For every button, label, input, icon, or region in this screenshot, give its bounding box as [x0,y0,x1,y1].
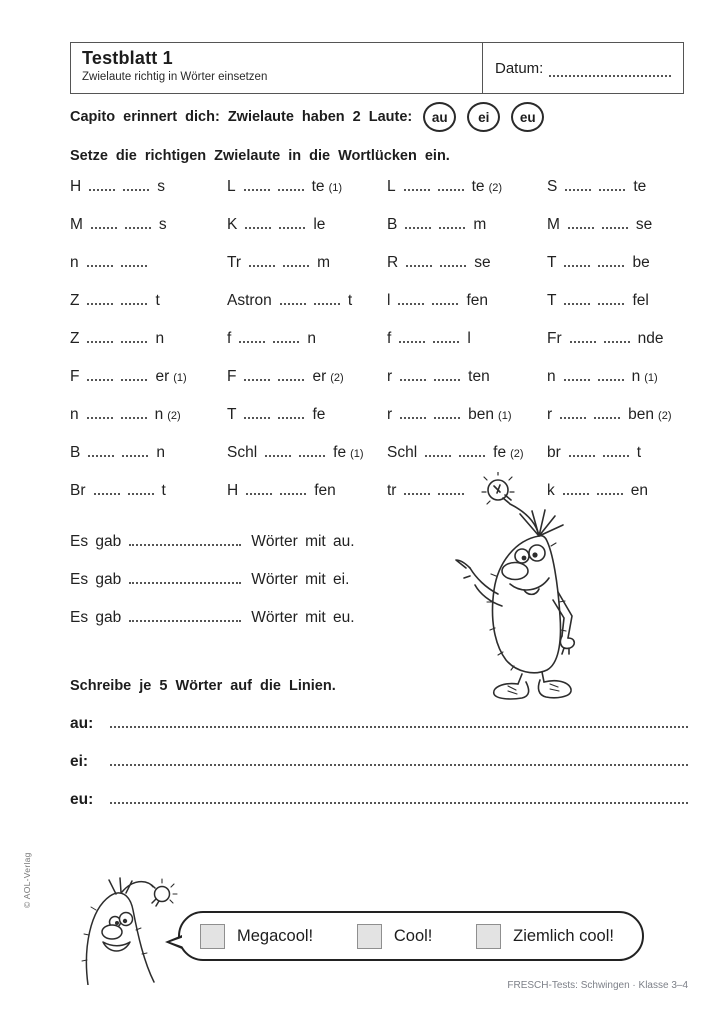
word-item [70,254,227,292]
word-column-2 [227,178,387,520]
diphthong-blank[interactable] [128,491,154,495]
word-suffix: te [471,178,485,195]
word-prefix: n [70,254,79,271]
word-prefix: F [227,368,237,385]
diphthong-blank[interactable] [121,263,147,267]
diphthong-blank[interactable] [598,301,624,305]
count-blank[interactable] [129,542,241,546]
word-suffix: m [473,216,487,233]
word-prefix: Br [70,482,86,499]
word-suffix: ben [628,406,655,423]
word-column-1 [70,178,227,520]
word-item [70,216,227,254]
word-suffix: fen [466,292,489,309]
diphthong-blank[interactable] [598,377,624,381]
word-suffix: en [630,482,648,499]
word-suffix: fel [632,292,649,309]
feedback-label: Cool! [393,926,433,945]
word-item [70,444,227,482]
diphthong-blank[interactable] [406,263,432,267]
diphthong-blank[interactable] [121,339,147,343]
word-item [387,368,547,406]
word-prefix: r [547,406,553,423]
word-note: (2) [330,372,344,384]
diphthong-blank[interactable] [560,415,586,419]
diphthong-blank[interactable] [244,377,270,381]
word-suffix: fen [314,482,336,499]
feedback-label: Megacool! [237,926,314,945]
word-prefix: H [227,482,239,499]
diphthong-blank[interactable] [440,263,466,267]
word-column-4 [547,178,688,520]
diphthong-blank[interactable] [604,339,630,343]
word-item [387,216,547,254]
word-suffix: fe [333,444,347,461]
word-suffix: m [317,254,330,271]
word-item [387,330,547,368]
diphthong-blank[interactable] [121,415,147,419]
word-item [227,444,387,482]
lightbulb-icon [482,472,514,504]
word-item [387,406,547,444]
word-suffix: t [347,292,353,309]
word-prefix: M [70,216,83,233]
word-prefix: F [70,368,80,385]
count-prefix: Es gab [70,609,122,626]
word-item [547,406,688,444]
word-suffix: fe [493,444,507,461]
word-prefix: Schl [227,444,258,461]
diphthong-blank[interactable] [439,225,465,229]
diphthong-blank[interactable] [598,263,624,267]
word-prefix: L [387,178,396,195]
word-item [227,216,387,254]
count-row-eu [70,609,355,647]
word-note: (1) [173,372,187,384]
word-item [227,368,387,406]
diphthong-blank[interactable] [433,339,459,343]
word-item [227,292,387,330]
diphthong-blank[interactable] [87,339,113,343]
word-suffix: er [155,368,170,385]
line-label: eu: [70,791,94,808]
diphthong-blank[interactable] [400,415,426,419]
diphthong-blank[interactable] [87,263,113,267]
diphthong-blank[interactable] [125,225,151,229]
diphthong-blank[interactable] [278,377,304,381]
diphthong-blank[interactable] [568,225,594,229]
word-suffix: s [158,216,167,233]
word-note: (1) [350,448,364,460]
write-line-eu [70,786,688,824]
word-item [70,330,227,368]
word-suffix: n [631,368,641,385]
count-suffix: Wörter mit ei. [251,571,350,588]
diphthong-blank[interactable] [87,377,113,381]
diphthong-blank[interactable] [123,187,149,191]
word-note: (1) [498,410,512,422]
word-item [70,368,227,406]
diphthong-blank[interactable] [244,415,270,419]
count-prefix: Es gab [70,533,122,550]
word-note: (2) [167,410,181,422]
word-prefix: K [227,216,238,233]
word-prefix: n [547,368,556,385]
word-prefix: f [227,330,232,347]
line-label: au: [70,715,94,732]
word-prefix: Tr [227,254,242,271]
diphthong-blank[interactable] [438,187,464,191]
word-prefix: T [227,406,237,423]
date-label: Datum: [495,59,544,77]
word-prefix: B [387,216,398,233]
word-prefix: r [387,406,393,423]
word-item [547,178,688,216]
word-prefix: T [547,254,557,271]
word-suffix: t [155,292,160,309]
word-suffix: s [157,178,165,195]
word-suffix: be [632,254,650,271]
word-note: (2) [510,448,524,460]
word-prefix: H [70,178,82,195]
diphthong-blank[interactable] [121,301,147,305]
count-blank[interactable] [129,580,241,584]
copyright-vertical-label: © AOL-Verlag [22,852,32,908]
word-prefix: T [547,292,557,309]
word-item [547,330,688,368]
word-item [227,330,387,368]
word-prefix: br [547,444,561,461]
word-prefix: r [387,368,393,385]
word-suffix: n [307,330,316,347]
feedback-checkbox[interactable] [200,924,225,949]
feedback-option-cool [357,924,433,949]
footer-text: FRESCH-Tests: Schwingen · Klasse 3–4 [507,980,688,991]
word-prefix: k [547,482,555,499]
write-line-ei [70,748,688,786]
word-prefix: f [387,330,392,347]
word-suffix: n [156,444,165,461]
word-item [227,406,387,444]
word-prefix: R [387,254,399,271]
diphthong-blank[interactable] [278,415,304,419]
word-item [70,292,227,330]
diphthong-blank[interactable] [87,415,113,419]
diphthong-blank[interactable] [570,339,596,343]
page-subtitle: Zwielaute richtig in Wörter einsetzen [82,71,268,83]
word-item [547,254,688,292]
count-suffix: Wörter mit au. [251,533,355,550]
diphthong-blank[interactable] [564,263,590,267]
diphthong-blank[interactable] [87,301,113,305]
word-prefix: Fr [547,330,562,347]
diphthong-blank[interactable] [299,453,325,457]
diphthong-blank[interactable] [279,225,305,229]
header-box [70,42,684,94]
reminder-row [70,100,670,134]
diphthong-blank[interactable] [314,301,340,305]
write-lines-section [70,710,688,824]
word-note: (2) [658,410,672,422]
writing-line[interactable] [110,710,688,728]
diphthong-blank[interactable] [564,377,590,381]
diphthong-blank[interactable] [597,491,623,495]
writing-line[interactable] [110,748,688,766]
capito-mascot-pointing [450,472,590,700]
word-item [70,482,227,520]
diphthong-blank[interactable] [400,377,426,381]
diphthong-blank[interactable] [404,187,430,191]
word-column-3 [387,178,547,520]
word-item [547,216,688,254]
diphthong-blank[interactable] [569,453,595,457]
reminder-text: Capito erinnert dich: Zwielaute haben 2 Laute: [70,109,413,125]
diphthong-blank[interactable] [89,187,115,191]
diphthong-blank[interactable] [91,225,117,229]
word-suffix: se [635,216,653,233]
diphthong-blank[interactable] [249,263,275,267]
word-suffix: se [474,254,491,271]
word-suffix: ten [468,368,490,385]
writing-line[interactable] [110,786,688,804]
diphthong-blank[interactable] [239,339,265,343]
word-note: (1) [328,182,343,194]
word-item [387,254,547,292]
word-prefix: n [70,406,79,423]
lightbulb-icon [150,879,177,906]
diphthong-blank[interactable] [121,377,147,381]
word-prefix: Schl [387,444,418,461]
feedback-option-megacool [200,924,313,949]
feedback-checkbox[interactable] [476,924,501,949]
diphthong-blank[interactable] [244,187,270,191]
diphthong-blank[interactable] [280,301,306,305]
diphthong-blank[interactable] [94,491,120,495]
word-suffix: er [312,368,327,385]
word-item [387,292,547,330]
header-title-cell [71,43,483,93]
word-prefix: Astron [227,292,272,309]
count-blank[interactable] [129,618,241,622]
diphthong-blank[interactable] [459,453,485,457]
word-suffix: te [633,178,647,195]
header-date-cell [483,43,683,93]
diphthong-blank[interactable] [399,339,425,343]
word-prefix: Z [70,330,80,347]
word-suffix: le [313,216,326,233]
task2-instruction: Schreibe je 5 Wörter auf die Linien. [70,678,336,694]
diphthong-blank[interactable] [603,453,629,457]
diphthong-blank[interactable] [404,491,430,495]
diphthong-blank[interactable] [273,339,299,343]
diphthong-blank[interactable] [602,225,628,229]
diphthong-blank[interactable] [565,187,591,191]
word-suffix: fe [312,406,326,423]
word-prefix: S [547,178,558,195]
feedback-bubble [178,911,644,961]
feedback-label: Ziemlich cool! [513,926,614,945]
word-grid [70,178,688,520]
word-item [227,482,387,520]
task1-instruction: Setze die richtigen Zwielaute in die Wortlücken ein. [70,148,450,164]
count-suffix: Wörter mit eu. [251,609,355,626]
write-line-au [70,710,688,748]
diphthong-blank[interactable] [283,263,309,267]
diphthong-blank[interactable] [278,187,304,191]
diphthong-blank[interactable] [122,453,148,457]
diphthong-blank[interactable] [265,453,291,457]
page-title: Testblatt 1 [82,48,173,68]
word-suffix: n [154,406,164,423]
diphthong-blank[interactable] [594,415,620,419]
diphthong-blank[interactable] [434,377,460,381]
word-note: (1) [644,372,658,384]
word-prefix: B [70,444,81,461]
diphthong-circle-eu: eu [511,102,544,132]
word-suffix: t [636,444,642,461]
diphthong-circle-au: au [423,102,456,132]
word-suffix: te [311,178,325,195]
diphthong-blank[interactable] [245,225,271,229]
count-prefix: Es gab [70,571,122,588]
diphthong-blank[interactable] [425,453,451,457]
word-item [227,254,387,292]
word-suffix: l [467,330,471,347]
word-prefix: l [387,292,391,309]
count-row-ei [70,571,355,609]
word-item [547,368,688,406]
word-prefix: Z [70,292,80,309]
word-note: (2) [488,182,503,194]
word-suffix: t [161,482,166,499]
diphthong-blank[interactable] [599,187,625,191]
diphthong-blank[interactable] [434,415,460,419]
word-item [70,406,227,444]
word-prefix: tr [387,482,397,499]
word-item [227,178,387,216]
diphthong-blank[interactable] [432,301,458,305]
line-label: ei: [70,753,89,770]
diphthong-blank[interactable] [280,491,306,495]
diphthong-blank[interactable] [88,453,114,457]
word-prefix: M [547,216,560,233]
diphthong-blank[interactable] [398,301,424,305]
diphthong-blank[interactable] [246,491,272,495]
count-section [70,533,355,647]
capito-mascot-head [76,870,184,985]
word-item [387,178,547,216]
diphthong-blank[interactable] [405,225,431,229]
diphthong-circle-ei: ei [467,102,500,132]
word-suffix: n [155,330,165,347]
word-item [547,292,688,330]
diphthong-blank[interactable] [564,301,590,305]
count-row-au [70,533,355,571]
word-prefix: L [227,178,236,195]
word-item [70,178,227,216]
date-input-line[interactable] [549,59,671,78]
feedback-checkbox[interactable] [357,924,382,949]
feedback-option-ziemlich-cool [476,924,614,949]
word-suffix: nde [637,330,664,347]
word-suffix: ben [468,406,495,423]
